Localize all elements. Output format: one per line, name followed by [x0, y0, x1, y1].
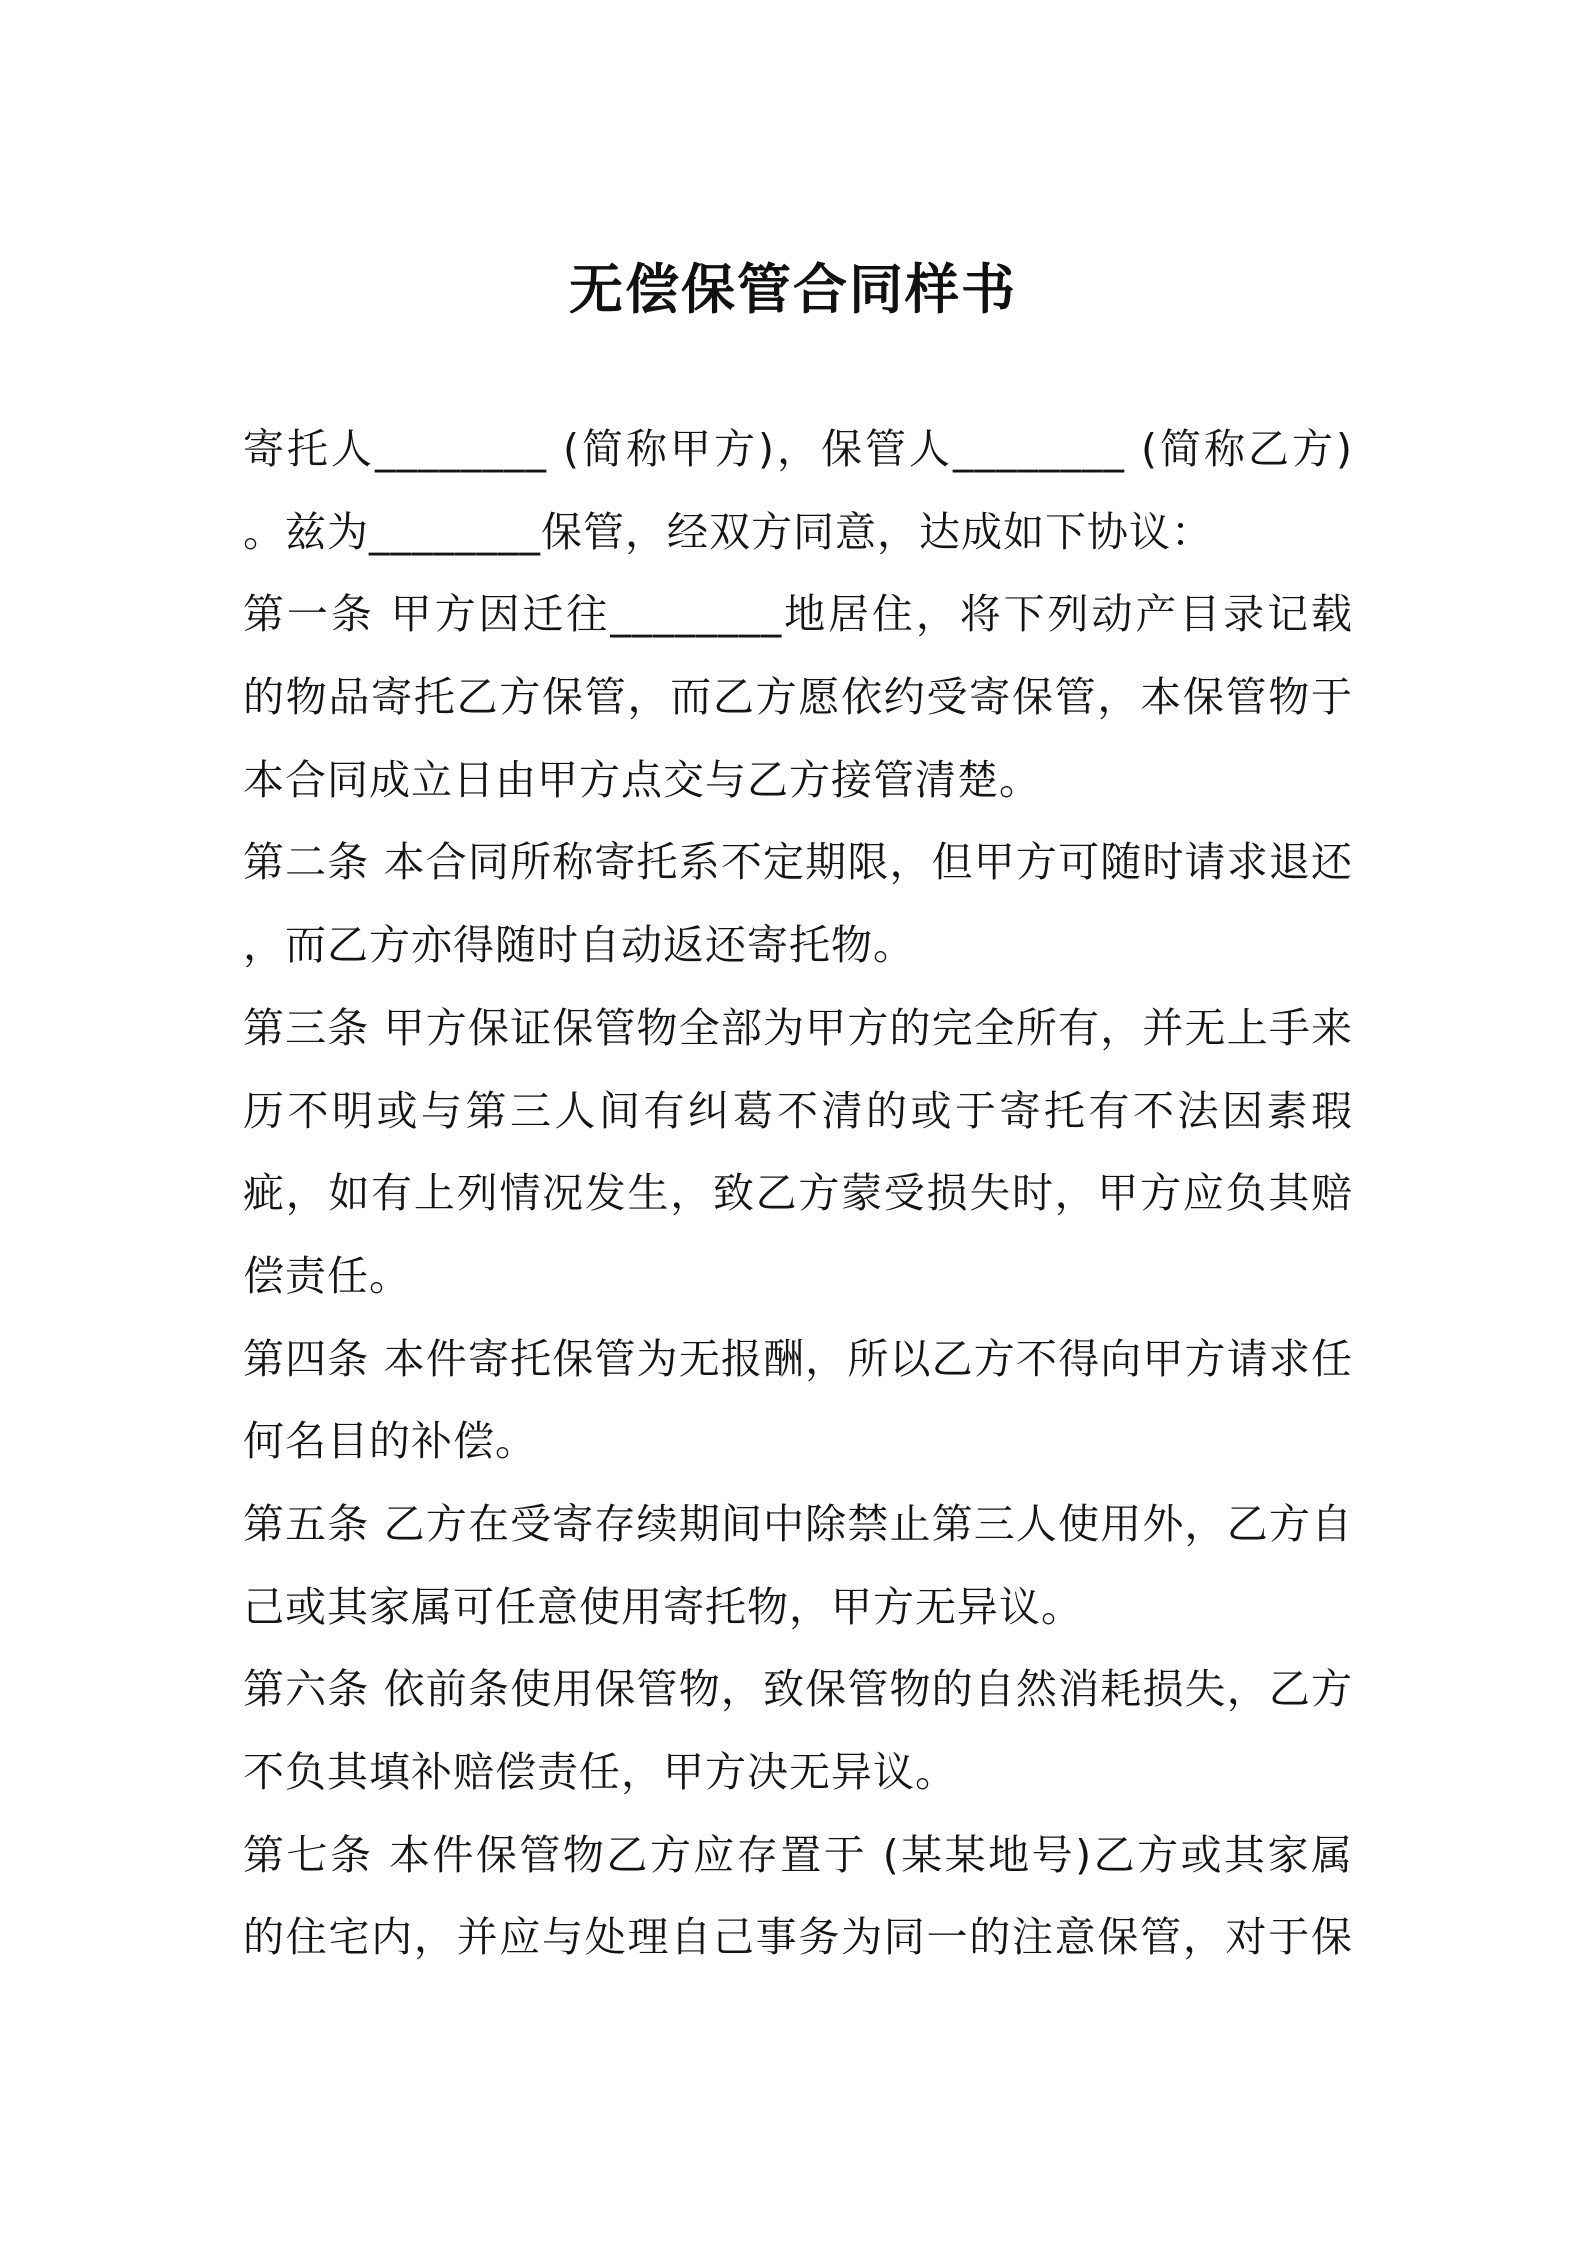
- text-line: 第二条 本合同所称寄托系不定期限，但甲方可随时请求退还: [243, 838, 1353, 887]
- text-line: 第四条 本件寄托保管为无报酬，所以乙方不得向甲方请求任: [243, 1334, 1353, 1383]
- text-line: 第七条 本件保管物乙方应存置于 (某某地号)乙方或其家属: [243, 1830, 1353, 1879]
- text-line: 第三条 甲方保证保管物全部为甲方的完全所有，并无上手来: [243, 1003, 1353, 1052]
- text-line: 寄托人________ (简称甲方)，保管人________ (简称乙方): [243, 425, 1353, 473]
- text-line: 偿责任。: [243, 1251, 411, 1300]
- text-line: 不负其填补赔偿责任，甲方决无异议。: [243, 1748, 957, 1796]
- text-line: 己或其家属可任意使用寄托物，甲方无异议。: [243, 1582, 1083, 1631]
- contract-body: [243, 408, 1353, 1979]
- text-line: 。兹为________保管，经双方同意，达成如下协议：: [243, 507, 1213, 556]
- text-line: 本合同成立日由甲方点交与乙方接管清楚。: [243, 755, 1041, 804]
- text-line: 的住宅内，并应与处理自己事务为同一的注意保管，对于保: [243, 1913, 1353, 1962]
- text-line: 何名目的补偿。: [243, 1417, 537, 1466]
- document-title: 无偿保管合同样书: [569, 258, 1017, 321]
- text-line: 疵，如有上列情况发生，致乙方蒙受损失时，甲方应负其赔: [243, 1169, 1353, 1218]
- text-line: 历不明或与第三人间有纠葛不清的或于寄托有不法因素瑕: [243, 1086, 1353, 1135]
- text-line: ，而乙方亦得随时自动返还寄托物。: [243, 921, 915, 970]
- text-line: 第六条 依前条使用保管物，致保管物的自然消耗损失，乙方: [243, 1665, 1353, 1714]
- text-line: 第五条 乙方在受寄存续期间中除禁止第三人使用外，乙方自: [243, 1499, 1353, 1548]
- text-line: 第一条 甲方因迁往________地居住，将下列动产目录记载: [243, 590, 1353, 639]
- text-line: 的物品寄托乙方保管，而乙方愿依约受寄保管，本保管物于: [243, 673, 1353, 722]
